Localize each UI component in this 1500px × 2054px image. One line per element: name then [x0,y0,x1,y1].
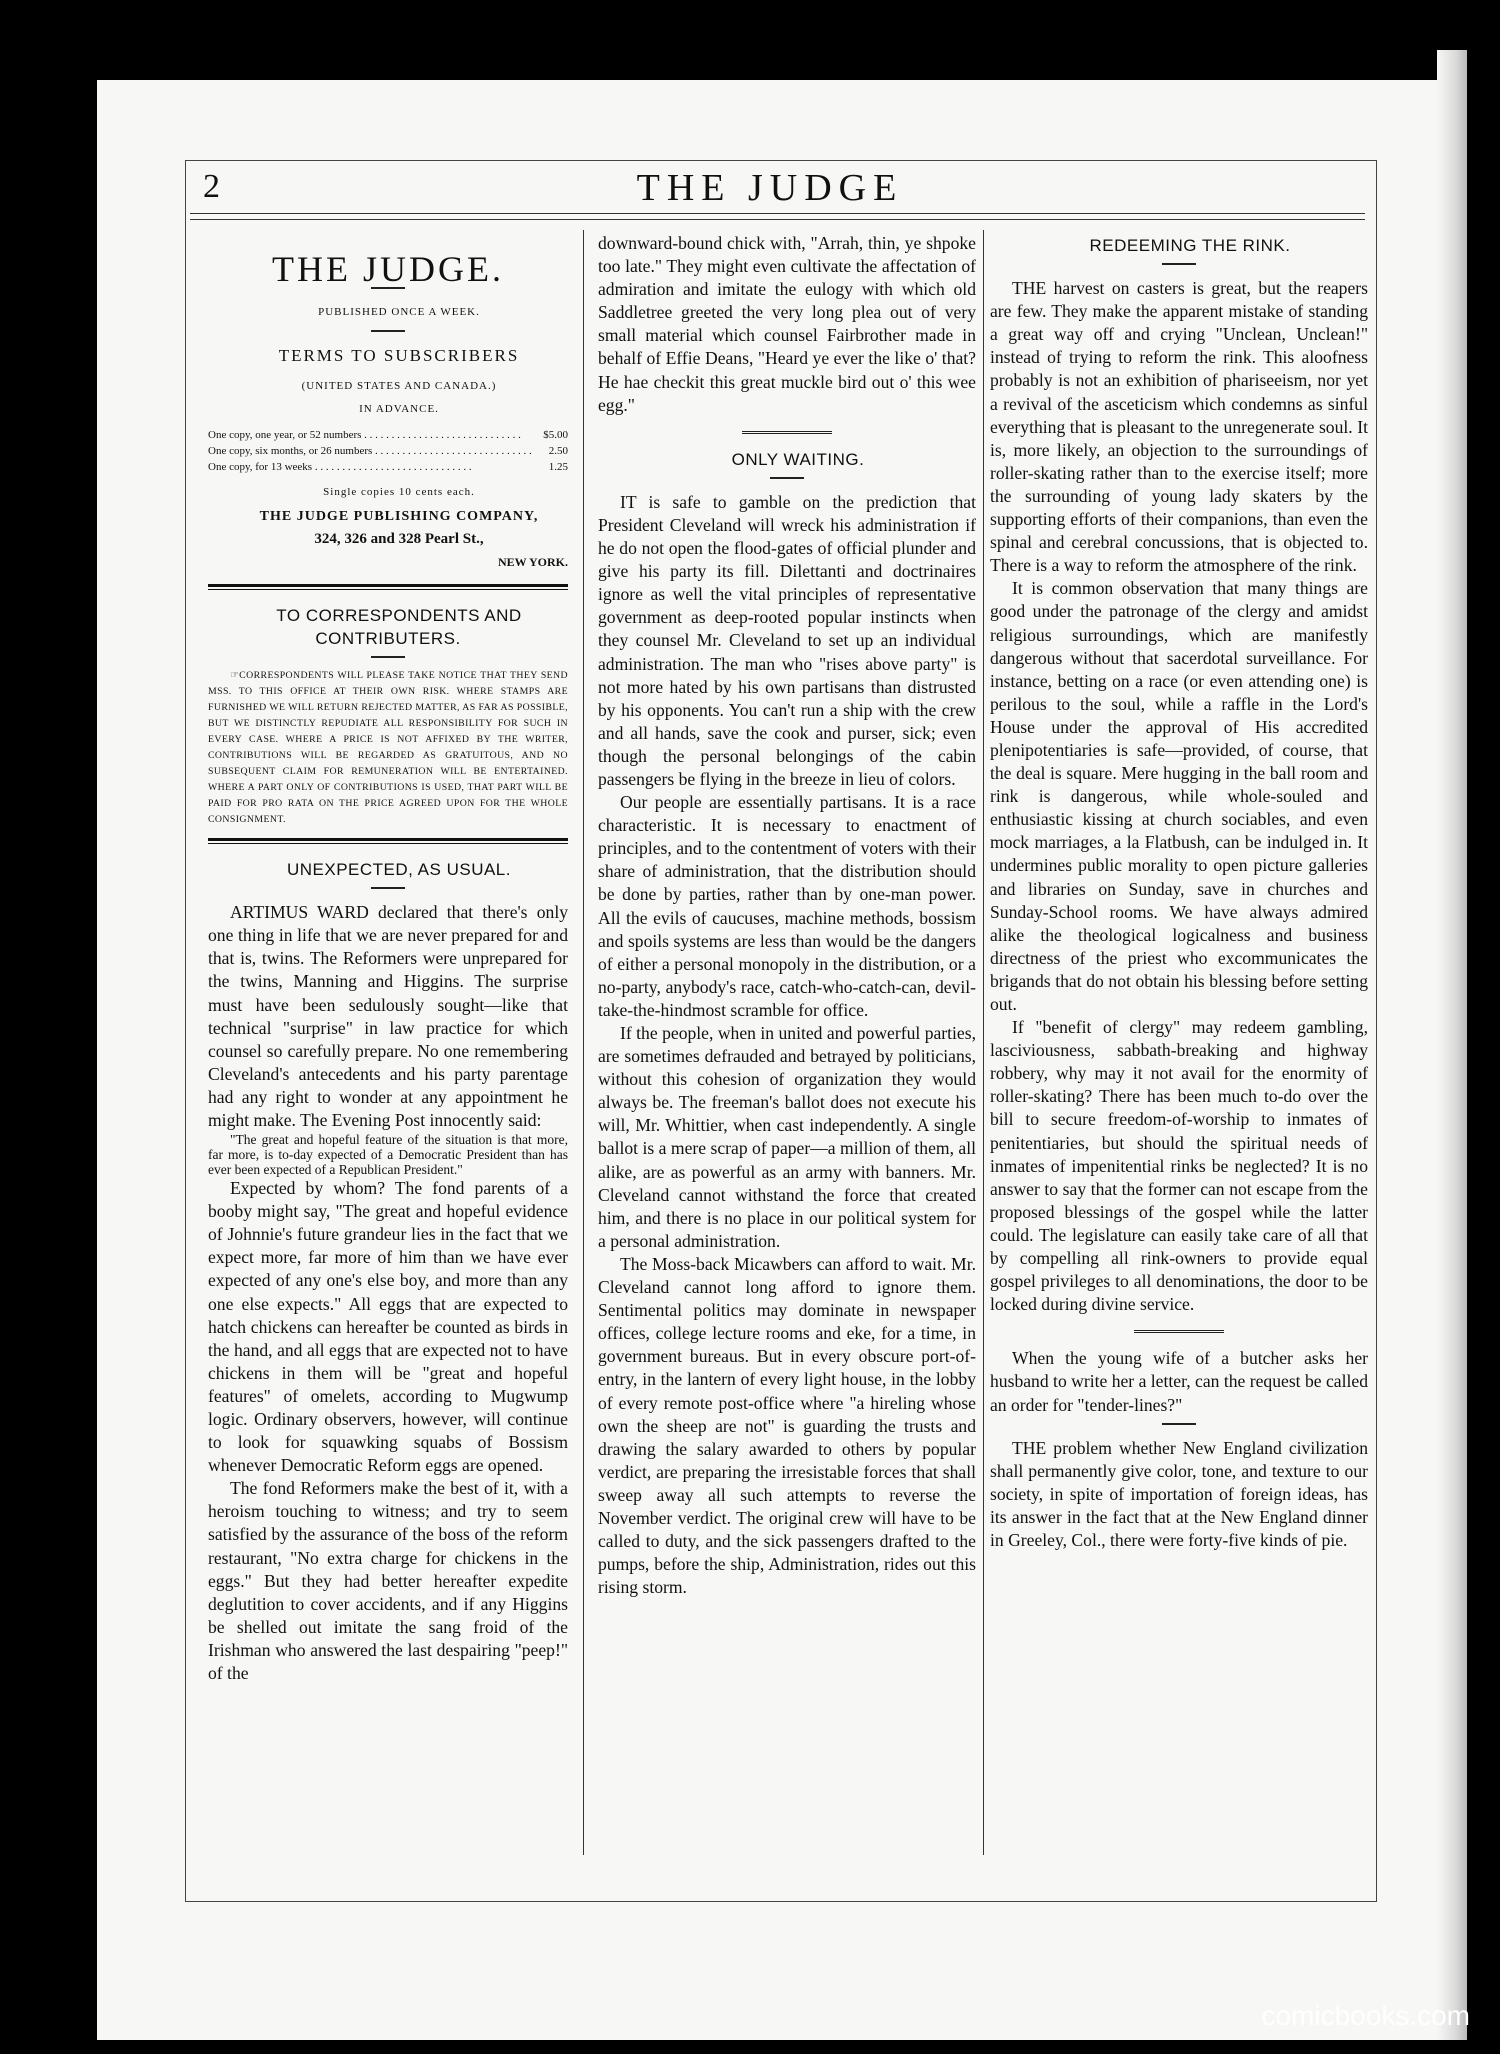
article-paragraph: Expected by whom? The fond parents of a booby might say, "The great and hopeful evidence of Johnnie's future grandeur lies in the fact that we expect more, far more of him than we have ever expected of any one's else boy, and more than any one else expects." All eggs that are expected to hatch chickens can hereafter be counted as birds in the hand, and all eggs that are expected not to have chickens in them will be "great and hopeful features" of omelets, according to Mugwump logic. Ordinary observers, however, will continue to look for squawking squabs of Bossism whenever Democratic Reform eggs are opened. [208,1178,568,1476]
joke-paragraph: THE problem whether New England civilization shall permanently give color, tone, and texture to our society, in spite of importation of foreign ideas, has its answer in the fact that at the New England dinner in Greeley, Col., there were forty-five kinds of pie. [990,1437,1368,1550]
publisher-name: THE JUDGE PUBLISHING COMPANY, [259,508,539,524]
divider [371,656,405,658]
price-row: One copy, for 13 weeks . . . 1.25 [208,459,568,475]
correspondents-notice: ☞CORRESPONDENTS WILL PLEASE TAKE NOTICE THAT THEY SEND MSS. TO THIS OFFICE AT THEIR OWN RISK. WHERE STAMPS ARE FURNISHED WE WILL RETURN REJECTED MATTER, AS FAR AS POSSIBLE, BUT WE DISTINCTLY REPUDIATE ALL RESPONSIBILITY FOR SUCH IN EVERY CASE. WHERE A PRICE IS NOT AFFIXED BY THE WRITER, CONTRIBUTIONS WILL BE REGARDED AS GRATUITOUS, AND NO SUBSEQUENT CLAIM FOR REMUNERATION WILL BE ENTERTAINED. WHERE A PART ONLY OF CONTRIBUTIONS IS USED, THAT PART WILL BE PAID FOR PRO RATA ON THE PRICE AGREED UPON FOR THE WHOLE CONSIGNMENT. [208,670,568,826]
masthead-rule [190,213,1365,214]
terms-advance: IN ADVANCE. [359,403,439,416]
quoted-passage: "The great and hopeful feature of the situation is that more, far more, is to-day expected of a Democratic President than has ever been expected of a Republican President." [208,1132,568,1178]
section-rule [208,838,568,841]
article-heading-unexpected: UNEXPECTED, AS USUAL. [286,860,511,880]
publication-frequency: PUBLISHED ONCE A WEEK. [318,306,480,319]
divider [1162,263,1196,265]
divider [770,477,804,479]
section-rule [208,584,568,587]
article-paragraph: If "benefit of clergy" may redeem gambling, lasciviousness, sabbath-breaking and highway robbery, why may it not avail for the enormity of roller-skating? There has been much to-do over the bill to secure freedom-of-worship to inmates of penitentiaries, but should the spiritual needs of inmates of impenitential rinks be neglected? It is no answer to say that the former can not escape from the proposed blessings of the gospel while the latter could. The legislature can easily take care of all that by compelling all rink-owners to provide equal gospel privileges to all denominations, the door to be locked during divine service. [990,1017,1368,1315]
price-list [208,427,568,475]
article-paragraph: downward-bound chick with, "Arrah, thin, ye shpoke too late." They might even cultivate the affectation of admiration and imitate the eulogy with which old Saddletree greeted the very long plea out of very small material which counsel Fairbrother made in behalf of Effie Deans, "Heard ye ever the like o' that? He hae checkit this great muckle bird out o' this wee egg." [598,233,976,415]
column-divider [583,230,584,1855]
article-paragraph: The fond Reformers make the best of it, with a heroism touching to witness; and try to seem satisfied by the assurance of the boss of the reform restaurant, "No extra charge for chickens in the eggs." But they had better hereafter expedite deglutition to cover accidents, and if any Higgins be shelled out imitate the sang froid of the Irishman who answered the last despairing "peep!" of the [208,1478,568,1684]
divider [1134,1330,1224,1333]
page-number: 2 [203,168,220,205]
publisher-address: 324, 326 and 328 Pearl St., [314,530,484,547]
column-divider [983,230,984,1855]
price-row: One copy, one year, or 52 numbers . . . $5.00 [208,427,568,443]
column-1 [208,232,568,1685]
article-paragraph: THE harvest on casters is great, but the reapers are few. They make the apparent mistake of standing a great way off and crying "Unclean, Unclean!" instead of trying to reform the rink. This aloofness probably is not an exhibition of phariseeism, nor yet a revival of the asceticism which condemns as sinful everything that is pleasant to the unregenerate soul. It is, more likely, an objection to the surroundings of roller-skating rather than to the exercise itself; more the surrounding of young lady skaters by the supporting efforts of their companions, than even the spinal and cerebral concussions, that is objected to. There is a way to reform the atmosphere of the rink. [990,278,1368,576]
price-row: One copy, six months, or 26 numbers . . . 2.50 [208,443,568,459]
article-paragraph: If the people, when in united and powerful parties, are sometimes defrauded and betrayed by politicians, without this cohesion of organization they would always be. The freeman's ballot does not execute his will, Mr. Whittier, when cast independently. A single ballot is a mere scrap of paper—a million of them, all alike, are as powerful as an army with banners. Mr. Cleveland cannot withstand the force that created him, and there is no place in our political system for a personal administration. [598,1023,976,1251]
article-paragraph: The Moss-back Micawbers can afford to wait. Mr. Cleveland cannot long afford to ignore them. Sentimental politics may dominate in newspaper offices, college lecture rooms and eke, for a time, in government bureaus. But in every obscure port-of-entry, in the lantern of every light house, in the lobby of every remote post-office where "a hireling whose own the sheep are not" is guarding the trusts and drawing the salary awarded to others by popular verdict, are preparing the irresistable forces that shall sweep away all such attempts to reverse the November verdict. The original crew will have to be called to duty, and the sick passengers drafted to the pumps, before the ship, Administration, rides out this rising storm. [598,1253,976,1598]
column-3 [990,232,1368,1552]
masthead-rule-lower [190,219,1365,220]
joke-paragraph: When the young wife of a butcher asks her husband to write her a letter, can the request be called an order for "tender-lines?" [990,1348,1368,1415]
divider [1162,1423,1196,1425]
watermark-text: comicbooks.com [1261,2000,1470,2031]
article-paragraph: Our people are essentially partisans. It is a race characteristic. It is necessary to enactment of principles, and to the contentment of voters with their share of administration, that the distribution should be done by parties, rather than by one-man power. All the evils of caucuses, machine methods, bossism and spoils systems are less than would be the dangers of either a personal monopoly in the distribution, or a no-party, anybody's race, catch-who-catch-can, devil-take-the-hindmost scramble for office. [598,792,976,1020]
column-2 [598,232,976,1599]
terms-heading: TERMS TO SUBSCRIBERS [278,346,520,366]
publisher-city: NEW YORK. [497,554,568,569]
page-binding-edge [1437,50,1467,2040]
article-heading-rink: REDEEMING THE RINK. [1089,236,1291,255]
section-rule [208,843,568,844]
divider [742,431,832,434]
section-rule [208,589,568,590]
masthead-box-title: THE JUDGE. [272,249,504,289]
masthead-title: THE JUDGE [636,167,904,209]
divider [371,330,405,332]
article-heading-waiting: ONLY WAITING. [731,449,865,469]
terms-region: (UNITED STATES AND CANADA.) [301,380,497,393]
divider [371,887,405,889]
article-paragraph: ARTIMUS WARD declared that there's only one thing in life that we are never prepared for and that is, twins. The Reformers were unprepared for the twins, Manning and Higgins. The surprise must have been sedulously sought—like that technical "surprise" in law practice for which counsel so carefully prepare. No one remembering Cleveland's antecedents and his party parentage had any right to wonder at any appointment he might make. The Evening Post innocently said: [208,902,568,1130]
article-paragraph: IT is safe to gamble on the prediction that President Cleveland will wreck his administration if he do not open the flood-gates of official plunder and give his party its fill. Dilettanti and doctrinaires ignore as well the vital principles of representative government as deep-rooted popular instincts when they counsel Mr. Cleveland to set up an individual administration. The man who "rises above party" is not more hated by his own partisans than distrusted by his opponents. You can't run a ship with the crew and all hands, save the cook and purser, sick; even though the personal belongings of the cabin passengers be flying in the breeze in lieu of colors. [598,491,976,789]
correspondents-heading: TO CORRESPONDENTS AND CONTRIBUTERS. [276,605,522,648]
single-copy-price: Single copies 10 cents each. [323,486,475,499]
article-paragraph: It is common observation that many things are good under the patronage of the clergy and amidst religious surroundings, which are manifestly dangerous without that sacerdotal surveillance. For instance, betting on a race (or even attending one) is perilous to the soul, while a raffle in the Lord's House under the approval of His accredited plenipotentiaries is safe—provided, of course, that the deal is square. Mere hugging in the ball room and rink is dangerous, while whole-souled and enthusiastic kissing at church sociables, and even mock marriages, a la Flatbush, can be indulged in. It undermines public morality to open picture galleries and libraries on Sunday, save in churches and Sunday-School rooms. We have always admired alike the theological logicalness and business directness of the priest who excommunicates the brigands that do not obtain his blessing before setting out. [990,578,1368,1014]
